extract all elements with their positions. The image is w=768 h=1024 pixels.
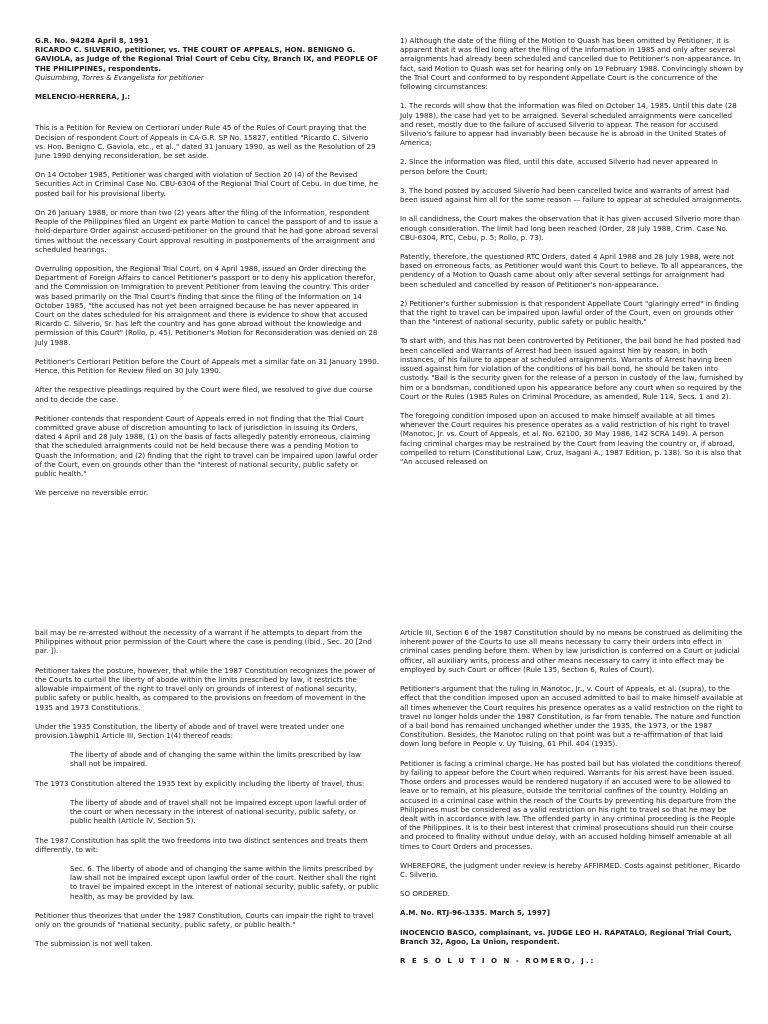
paragraph: SO ORDERED. bbox=[400, 889, 450, 899]
paragraph: 1. The records will show that the information was filed on October 14, 1985. Until this date (28 July 1988), the case had yet to be arraigned. Several scheduled arraignments were cancelled and reset, mostly due to the failure of accused Silverio to appear. The reason for accused Silverio's failure to appear had invariably been because he is abroad in the United States of America; bbox=[400, 101, 737, 148]
constitution-quote-1935: The liberty of abode and of changing the same within the limits prescribed by law shall not be impaired. bbox=[70, 750, 361, 769]
case-number: G.R. No. 94284 April 8, 1991 bbox=[35, 36, 149, 45]
ponente: MELENCIO-HERRERA, J.: bbox=[35, 92, 131, 102]
paragraph: Petitioner is facing a criminal charge. He has posted bail but has violated the conditions thereof by failing to appear before the Court when required. Warrants for his arrest have been issued. Those orders and processes would be rendered nugatory if an accused were to be allowed to leave or to remain, at his pleasure, outside the territorial confines of the country. Holding an accused in a criminal case within the reach of the Courts by preventing his departure from the Philippines must be considered as a valid restriction on his right to travel so that he may be dealt with in accordance with law. The offended party in any criminal proceeding is the People of the Philippines. It is to their best interest that criminal prosecutions should run their course and proceed to finality without undue delay, with an accused holding himself amenable at all times to Court Orders and processes. bbox=[400, 758, 741, 851]
paragraph: Article III, Section 6 of the 1987 Constitution should by no means be construed as delimiting the inherent power of the Courts to use all means necessary to carry their orders into effect in criminal cases pending before them. When by law jurisdiction is conferred on a Court or judicial officer, all auxiliary writs, process and other means necessary to carry it into effect may be employed by such Court or officer (Rule 135, Section 6, Rules of Court). bbox=[400, 628, 743, 674]
paragraph: 1) Although the date of the filing of the Motion to Quash has been omitted by Petitioner, it is apparent that it was filed long after the filing of the Information in 1985 and only after several arraignments had already been scheduled and cancelled due to Petitioner's non-appearance. In fact, said Motion to Quash was set for hearing only on 19 February 1988. Convincingly shown by the Trial Court and conformed to by respondent Appellate Court is the concurrence of the following circumstances: bbox=[400, 36, 744, 92]
paragraph: WHEREFORE, the judgment under review is hereby AFFIRMED. Costs against petitioner, Ricardo C. Silverio. bbox=[400, 860, 741, 880]
constitution-quote-1973: The liberty of abode and of travel shall not be impaired except upon lawful order of the court or when necessary in the interest of national security, public safety, or public health (Article IV, Section 5). bbox=[70, 797, 367, 826]
paragraph: This is a Petition for Review on Certiorari under Rule 45 of the Rules of Court praying that the Decision of respondent Court of Appeals in CA-G.R. SP No. 15827, entitled "Ricardo C. Silverio vs. Hon. Benigno C. Gaviola, etc., et al.," dated 31 January 1990, as well as the Resolution of 29 June 1990 denying reconsideration, be set aside. bbox=[35, 123, 376, 160]
paragraph: After the respective pleadings required by the Court were filed, we resolved to give due course and to decide the case. bbox=[35, 385, 373, 404]
paragraph: Petitioner takes the posture, however, that while the 1987 Constitution recognizes the power of the Courts to curtail the liberty of abode within the limits prescribed by law, it restricts the allowable impairment of the right to travel only on grounds of interest of national security, public safety or public health, as compared to the provisions on freedom of movement in the 1935 and 1973 Constitutions. bbox=[35, 665, 376, 712]
paragraph: The 1987 Constitution has split the two freedoms into two distinct sentences and treats them differently, to wit: bbox=[35, 835, 368, 854]
paragraph: To start with, and this has not been controverted by Petitioner, the bail bond he had posted had been cancelled and Warrants of Arrest had been issued against him by reason, in both instances, of his failure to appear at scheduled arraignments. Warrants of Arrest having been issued against him for violation of the conditions of his bail bond, he should be taken into custody. "Bail is the security given for the release of a person in custody of the law, furnished by him or a bondsman, conditioned upon his appearance before any court when so required by the Court or the Rules (1985 Rules on Criminal Procedure, as amended, Rule 114, Secs. 1 and 2). bbox=[400, 336, 744, 401]
page-2 bbox=[0, 512, 768, 1024]
paragraph: Petitioner's Certiorari Petition before the Court of Appeals met a similar fate on 31 January 1990. Hence, this Petition for Review filed on 30 July 1990. bbox=[35, 356, 379, 376]
paragraph: Overruling opposition, the Regional Trial Court, on 4 April 1988, issued an Order directing the Department of Foreign Affairs to cancel Petitioner's passport or to deny his application therefor, and the Commission on Immigration to prevent Petitioner from leaving the country. This order was based primarily on the Trial Court's finding that since the filing of the Information on 14 October 1985, "the accused has not yet been arraigned because he has never appeared in Court on the dates scheduled for his arraignment and there is evidence to show that accused Ricardo C. Silverio, Sr. has left the country and has gone abroad without the knowledge and permission of this Court" (Rollo, p. 45). Petitioner's Motion for Reconsideration was denied on 28 July 1988. bbox=[35, 263, 378, 347]
paragraph: Petitioner's argument that the ruling in Manotoc, Jr., v. Court of Appeals, et al. (supra), to the effect that the condition imposed upon an accused admitted to bail to make himself available at all times whenever the Court requires his presence operates as a valid restriction on the right to travel no longer holds under the 1987 Constitution, is far from tenable. The nature and function of a bail bond has remained unchanged whether under the 1935, the 1973, or the 1987 Constitution. Besides, the Manotoc ruling on that point was but a re-affirmation of that laid down long before in People v. Uy Tuising, 61 Phil. 404 (1935). bbox=[400, 684, 743, 749]
paragraph: Petitioner thus theorizes that under the 1987 Constitution, Courts can impair the right to travel only on the grounds of "national security, public safety, or public health." bbox=[35, 910, 374, 930]
paragraph: bail may be re-arrested without the necessity of a warrant if he attempts to depart from the Philippines without prior permission of the Court where the case is pending (ibid., Sec. 20 [2nd par. ]). bbox=[35, 628, 372, 656]
page2-left-column bbox=[35, 628, 379, 958]
paragraph: The foregoing condition imposed upon an accused to make himself available at all times whenever the Court requires his presence operates as a valid restriction of his right to travel (Manotoc, Jr. vs. Court of Appeals, et al. No. 62100, 30 May 1986, 142 SCRA 149). A person facing criminal charges may be restrained by the Court from leaving the country or, if abroad, compelled to return (Constitutional Law, Cruz, Isagani A., 1987 Edition, p. 138). So it is also that "An accused released on bbox=[400, 411, 742, 467]
paragraph: Under the 1935 Constitution, the liberty of abode and of travel were treated under one provision.1àwphi1 Article III, Section 1(4) thereof reads: bbox=[35, 721, 345, 740]
next-case-number: A.M. No. RTJ-96-1335. March 5, 1997] bbox=[400, 908, 550, 918]
page1-right-column bbox=[400, 36, 744, 476]
constitution-quote-1987: Sec. 6. The liberty of abode and of changing the same within the limits prescribed by law shall not be impaired except upon lawful order of the court. Neither shall the right to travel be impaired except in the interest of national security, public safety, or public health, as may be provided by law. bbox=[70, 863, 379, 901]
paragraph: 3. The bond posted by accused Silverio had been cancelled twice and warrants of arrest had been issued against him all for the same reason –– failure to appear at scheduled arraignments. bbox=[400, 185, 742, 205]
paragraph: In all candidness, the Court makes the observation that it has given accused Silverio more than enough consideration. The limit had long been reached (Order, 28 July 1988, Crim. Case No. CBU-6304, RTC, Cebu, p. 5; Rollo, p. 73). bbox=[400, 214, 740, 242]
paragraph: 2. Since the information was filed, until this date, accused Silverio had never appeared in person before the Court; bbox=[400, 157, 718, 176]
paragraph: On 26 January 1988, or more than two (2) years after the filing of the Information, respondent People of the Philippines filed an Urgent ex parte Motion to cancel the passport of and to issue a hold-departure Order against accused-petitioner on the ground that he had gone abroad several times without the necessary Court approval resulting in postponements of the arraignment and scheduled hearings. bbox=[35, 207, 379, 254]
paragraph: 2) Petitioner's further submission is that respondent Appellate Court "glaringly erred" in finding that the right to travel can be impaired upon lawful order of the Court, even on grounds other than the "interest of national security, public safety or public health." bbox=[400, 298, 739, 327]
resolution-heading: R E S O L U T I O N - ROMERO, J.: bbox=[400, 956, 596, 966]
case-header bbox=[35, 36, 379, 82]
next-case-parties: INOCENCIO BASCO, complainant, vs. JUDGE LEO H. RAPATALO, Regional Trial Court, Branch 32, Agoo, La Union, respondent. bbox=[400, 927, 732, 946]
page1-left-column bbox=[35, 36, 379, 508]
paragraph: On 14 October 1985, Petitioner was charged with violation of Section 20 (4) of the Revised Securities Act in Criminal Case No. CBU-6304 of the Regional Trial Court of Cebu. In due time, he posted bail for his provisional liberty. bbox=[35, 170, 379, 198]
paragraph: The 1973 Constitution altered the 1935 text by explicitly including the liberty of travel, thus: bbox=[35, 778, 365, 788]
page2-right-column bbox=[400, 628, 744, 975]
counsel-line: Quisumbing, Torres & Evangelista for petitioner bbox=[35, 72, 204, 82]
paragraph: Patently, therefore, the questioned RTC Orders, dated 4 April 1988 and 28 July 1988, were not based on erroneous facts, as Petitioner would want this Court to believe. To all appearances, the pendency of a Motion to Quash came about only after several settings for arraignment had been scheduled and cancelled by reason of Petitioner's non-appearance. bbox=[400, 251, 743, 289]
paragraph: We perceive no reversible error. bbox=[35, 488, 149, 498]
paragraph: Petitioner contends that respondent Court of Appeals erred in not finding that the Trial Court committed grave abuse of discretion amounting to lack of jurisdiction in issuing its Orders, dated 4 April and 28 July 1988, (1) on the basis of facts allegedly patently erroneous, claiming that the scheduled arraignments could not be held because there was a pending Motion to Quash the Information; and (2) finding that the right to travel can be impaired upon lawful order of the Court, even on grounds other than the "interest of national security, public safety or public health." bbox=[35, 413, 378, 479]
paragraph: The submission is not well taken. bbox=[35, 939, 153, 949]
case-parties: RICARDO C. SILVERIO, petitioner, vs. THE COURT OF APPEALS, HON. BENIGNO G. GAVIOLA, as Judge of the Regional Trial Court of Cebu City, Branch IX, and PEOPLE OF THE PHILIPPINES, respondents. bbox=[35, 45, 379, 73]
